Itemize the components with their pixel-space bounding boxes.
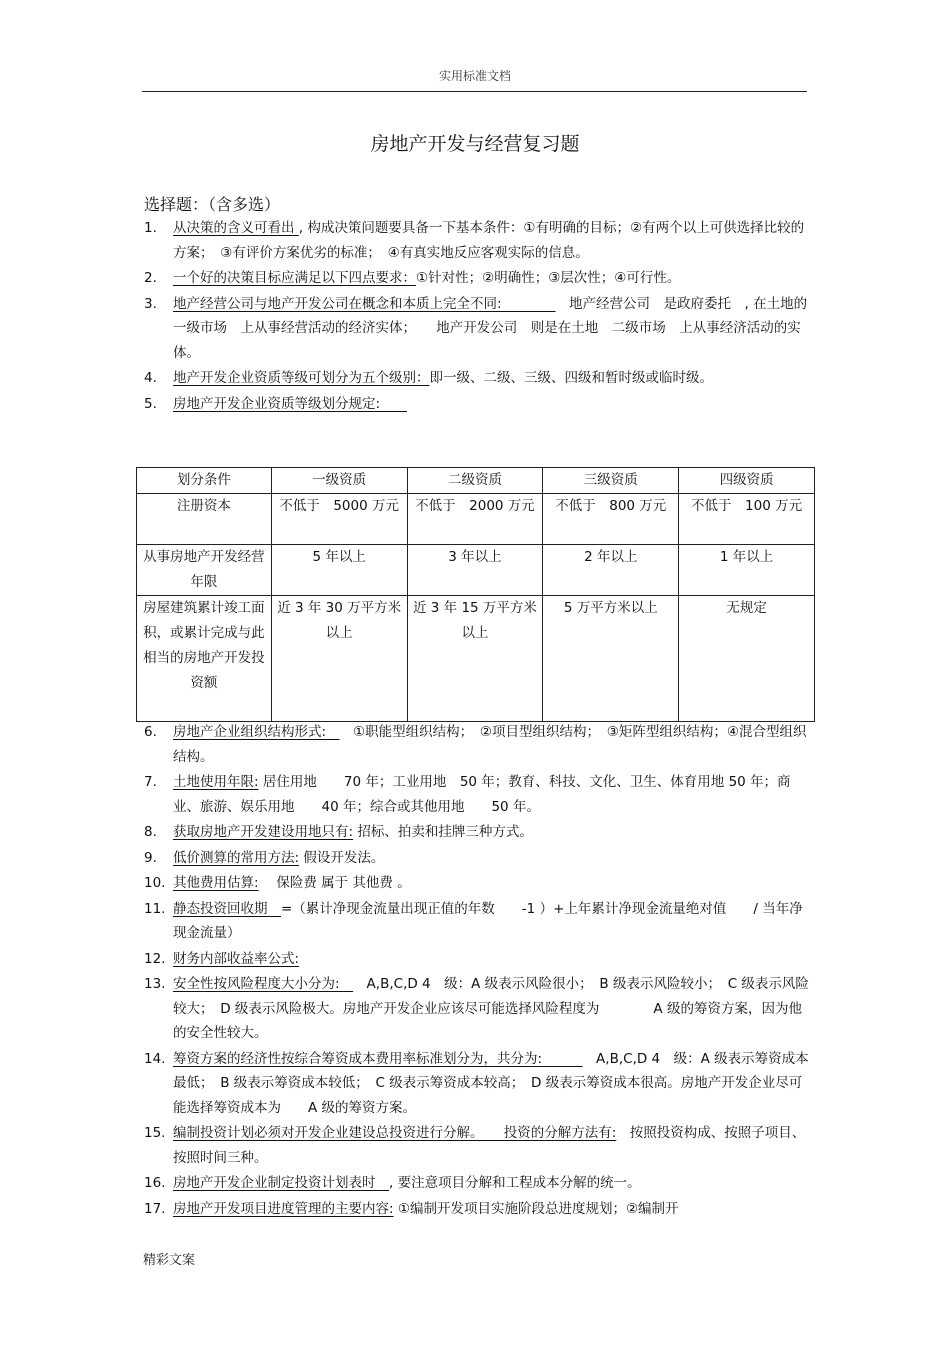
- list-item: 9. 低价测算的常用方法: 假设开发法。: [144, 849, 385, 866]
- list-item: 17. 房地产开发项目进度管理的主要内容: ①编制开发项目实施阶段总进度规划；②编制开: [144, 1200, 679, 1217]
- question-list-a: [144, 216, 821, 417]
- list-item: 5. 房地产开发企业资质等级划分规定:: [144, 395, 408, 412]
- qualification-table: [136, 467, 815, 722]
- list-item: 1. 从决策的含义可看出 , 构成决策问题要具备一下基本条件：①有明确的目标；②有两个以上可供选择比较的方案； ③有评价方案优劣的标准； ④有真实地反应客观实际的信息。: [144, 220, 805, 261]
- table-cell: 5 年以上: [271, 545, 407, 596]
- table-cell: 不低于 2000 万元: [407, 494, 543, 545]
- table-header-cell: 一级资质: [271, 468, 407, 494]
- table-cell: 不低于 800 万元: [543, 494, 679, 545]
- table-cell: 5 万平方米以上: [543, 596, 679, 722]
- table-cell: 1 年以上: [679, 545, 815, 596]
- table-row: [137, 494, 815, 545]
- list-item: 6. 房地产企业组织结构形式: ①职能型组织结构； ②项目型组织结构； ③矩阵型组织结构；④混合型组织结构。: [144, 724, 807, 765]
- table-cell: 房屋建筑累计竣工面积，或累计完成与此相当的房地产开发投资额: [137, 596, 272, 722]
- table-header-cell: 四级资质: [679, 468, 815, 494]
- list-item: 13. 安全性按风险程度大小分为: A,B,C,D 4 级：A 级表示风险很小； B 级表示风险较小； C 级表示风险较大； D 级表示风险极大。房地产开发企业应该尽可能选择风险程度为 A 级的筹资方案，因为他的安全性较大。: [144, 976, 809, 1041]
- table-cell: 注册资本: [137, 494, 272, 545]
- table-header-cell: 划分条件: [137, 468, 272, 494]
- table-cell: 不低于 100 万元: [679, 494, 815, 545]
- list-item: 11. 静态投资回收期 =（累计净现金流量出现正值的年数 -1 ）+上年累计净现金流量绝对值 / 当年净现金流量）: [144, 900, 803, 941]
- table-cell: 2 年以上: [543, 545, 679, 596]
- list-item: 4. 地产开发企业资质等级可划分为五个级别：即一级、二级、三级、四级和暂时级或临时级。: [144, 370, 713, 386]
- list-item: 7. 土地使用年限: 居住用地 70 年；工业用地 50 年；教育、科技、文化、卫生、体育用地 50 年；商业、旅游、娱乐用地 40 年；综合或其他用地 50 年。: [144, 774, 791, 815]
- table-cell: 近 3 年 30 万平方米以上: [271, 596, 407, 722]
- list-item: 16. 房地产开发企业制定投资计划表时 , 要注意项目分解和工程成本分解的统一。: [144, 1175, 641, 1191]
- section-title: 选择题：（含多选）: [144, 195, 281, 214]
- table-cell: 3 年以上: [407, 545, 543, 596]
- table-row: [137, 545, 815, 596]
- page-header: 实用标准文档: [438, 69, 511, 83]
- header-rule: [142, 91, 807, 92]
- list-item: 14. 筹资方案的经济性按综合筹资成本费用率标准划分为，共分为: A,B,C,D 4 级：A 级表示筹资成本最低； B 级表示筹资成本较低； C 级表示筹资成本较高； D 级表示筹资成本很高。房地产开发企业尽可能选择筹资成本为 A 级的筹资方案。: [144, 1050, 809, 1116]
- table-header-row: [137, 468, 815, 494]
- table-header-cell: 三级资质: [543, 468, 679, 494]
- document-title: 房地产开发与经营复习题: [370, 133, 580, 155]
- list-item: 12. 财务内部收益率公式:: [144, 950, 300, 967]
- table-cell: 近 3 年 15 万平方米以上: [407, 596, 543, 722]
- list-item: 10. 其他费用估算: 保险费 属于 其他费 。: [144, 875, 411, 891]
- table-row: [137, 596, 815, 722]
- table-cell: 从事房地产开发经营年限: [137, 545, 272, 596]
- question-list-b: [144, 720, 814, 1222]
- list-item: 2. 一个好的决策目标应满足以下四点要求：①针对性；②明确性；③层次性；④可行性。: [144, 270, 681, 286]
- list-item: 8. 获取房地产开发建设用地只有: 招标、拍卖和挂牌三种方式。: [144, 824, 533, 840]
- page-footer: 精彩文案: [143, 1253, 196, 1268]
- table-header-cell: 二级资质: [407, 468, 543, 494]
- list-item: 3. 地产经营公司与地产开发公司在概念和本质上完全不同: 地产经营公司 是政府委托 , 在土地的 一级市场 上从事经营活动的经济实体； 地产开发公司 则是在土地 二级市场 上从事经济活动的实体。: [144, 295, 821, 361]
- table-cell: 无规定: [679, 596, 815, 722]
- table-cell: 不低于 5000 万元: [271, 494, 407, 545]
- list-item: 15. 编制投资计划必须对开发企业建设总投资进行分解。 投资的分解方法有: 按照投资构成、按照子项目、按照时间三种。: [144, 1125, 806, 1166]
